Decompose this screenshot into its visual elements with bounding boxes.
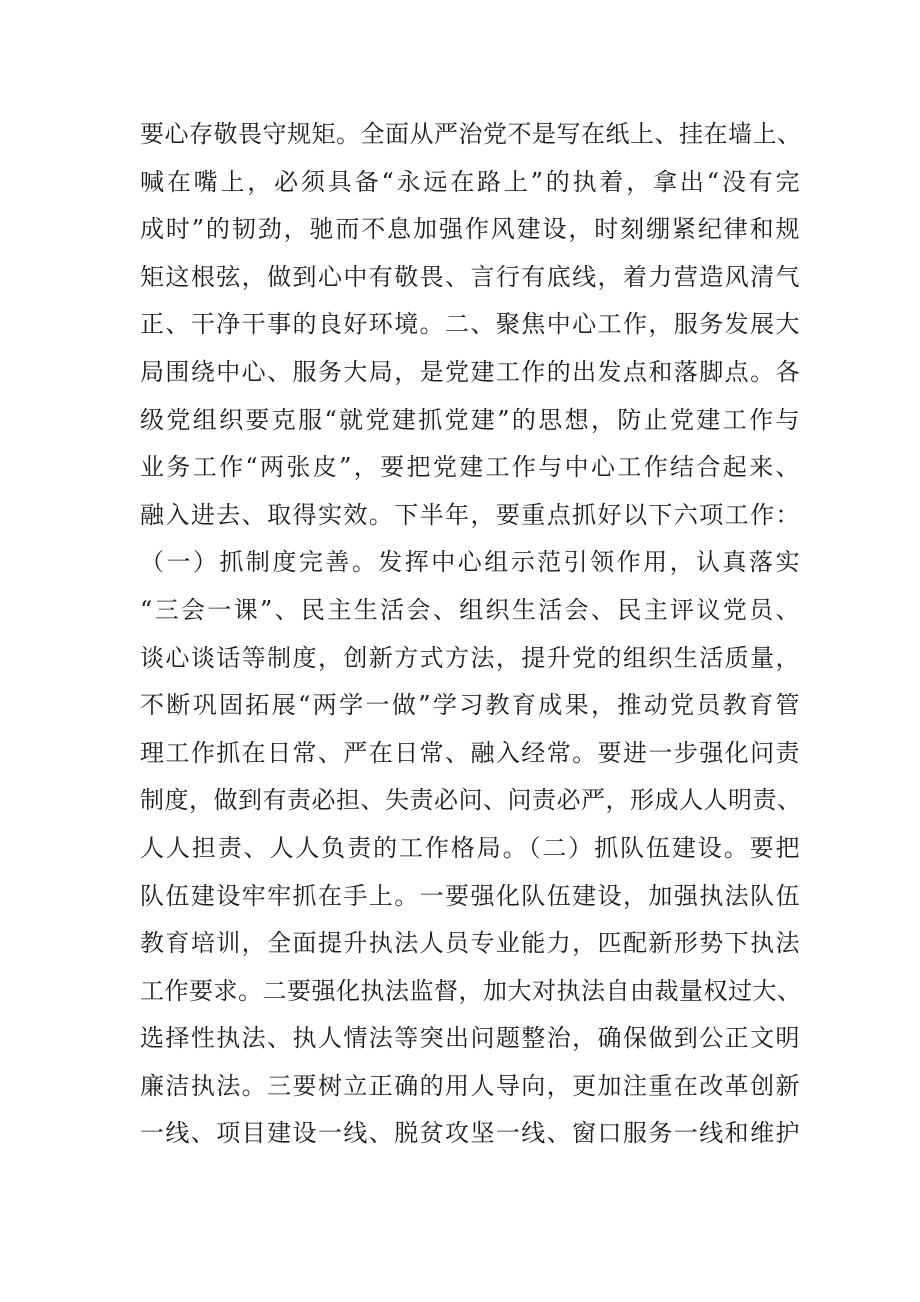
body-text (140, 111, 800, 1158)
text-line-17: 队伍建设牢牢抓在手上。一要强化队伍建设，加强执法队伍 (140, 881, 800, 910)
text-line-8: 业务工作“两张皮”，要把党建工作与中心工作结合起来、 (140, 453, 800, 482)
text-line-12: 谈心谈话等制度，创新方式方法，提升党的组织生活质量， (140, 643, 800, 672)
text-line-13: 不断巩固拓展“两学一做”学习教育成果，推动党员教育管 (140, 691, 800, 720)
text-line-18: 教育培训，全面提升执法人员专业能力，匹配新形势下执法 (140, 929, 800, 958)
text-line-22: 一线、项目建设一线、脱贫攻坚一线、窗口服务一线和维护 (140, 1119, 800, 1148)
text-line-3: 成时”的韧劲，驰而不息加强作风建设，时刻绷紧纪律和规 (140, 215, 800, 244)
text-line-20: 选择性执法、执人情法等突出问题整治，确保做到公正文明 (140, 1024, 800, 1053)
text-line-9: 融入进去、取得实效。下半年，要重点抓好以下六项工作： (140, 500, 800, 529)
text-line-7: 级党组织要克服“就党建抓党建”的思想，防止党建工作与 (140, 405, 800, 434)
text-line-10: （一）抓制度完善。发挥中心组示范引领作用，认真落实 (140, 548, 800, 577)
text-line-11: “三会一课”、民主生活会、组织生活会、民主评议党员、 (140, 595, 800, 624)
text-line-19: 工作要求。二要强化执法监督，加大对执法自由裁量权过大、 (140, 976, 802, 1005)
text-line-16: 人人担责、人人负责的工作格局。（二）抓队伍建设。要把 (140, 833, 800, 862)
text-line-14: 理工作抓在日常、严在日常、融入经常。要进一步强化问责 (140, 738, 800, 767)
text-line-1: 要心存敬畏守规矩。全面从严治党不是写在纸上、挂在墙上、 (140, 120, 802, 148)
text-line-2: 喊在嘴上，必须具备“永远在路上”的执着，拿出“没有完 (140, 167, 800, 196)
text-line-5: 正、干净干事的良好环境。二、聚焦中心工作，服务发展大 (140, 310, 800, 339)
text-line-6: 局围绕中心、服务大局，是党建工作的出发点和落脚点。各 (140, 357, 800, 386)
text-line-4: 矩这根弦，做到心中有敬畏、言行有底线，着力营造风清气 (140, 262, 800, 291)
text-line-21: 廉洁执法。三要树立正确的用人导向，更加注重在改革创新 (140, 1071, 800, 1100)
text-line-15: 制度，做到有责必担、失责必问、问责必严，形成人人明责、 (140, 786, 802, 815)
